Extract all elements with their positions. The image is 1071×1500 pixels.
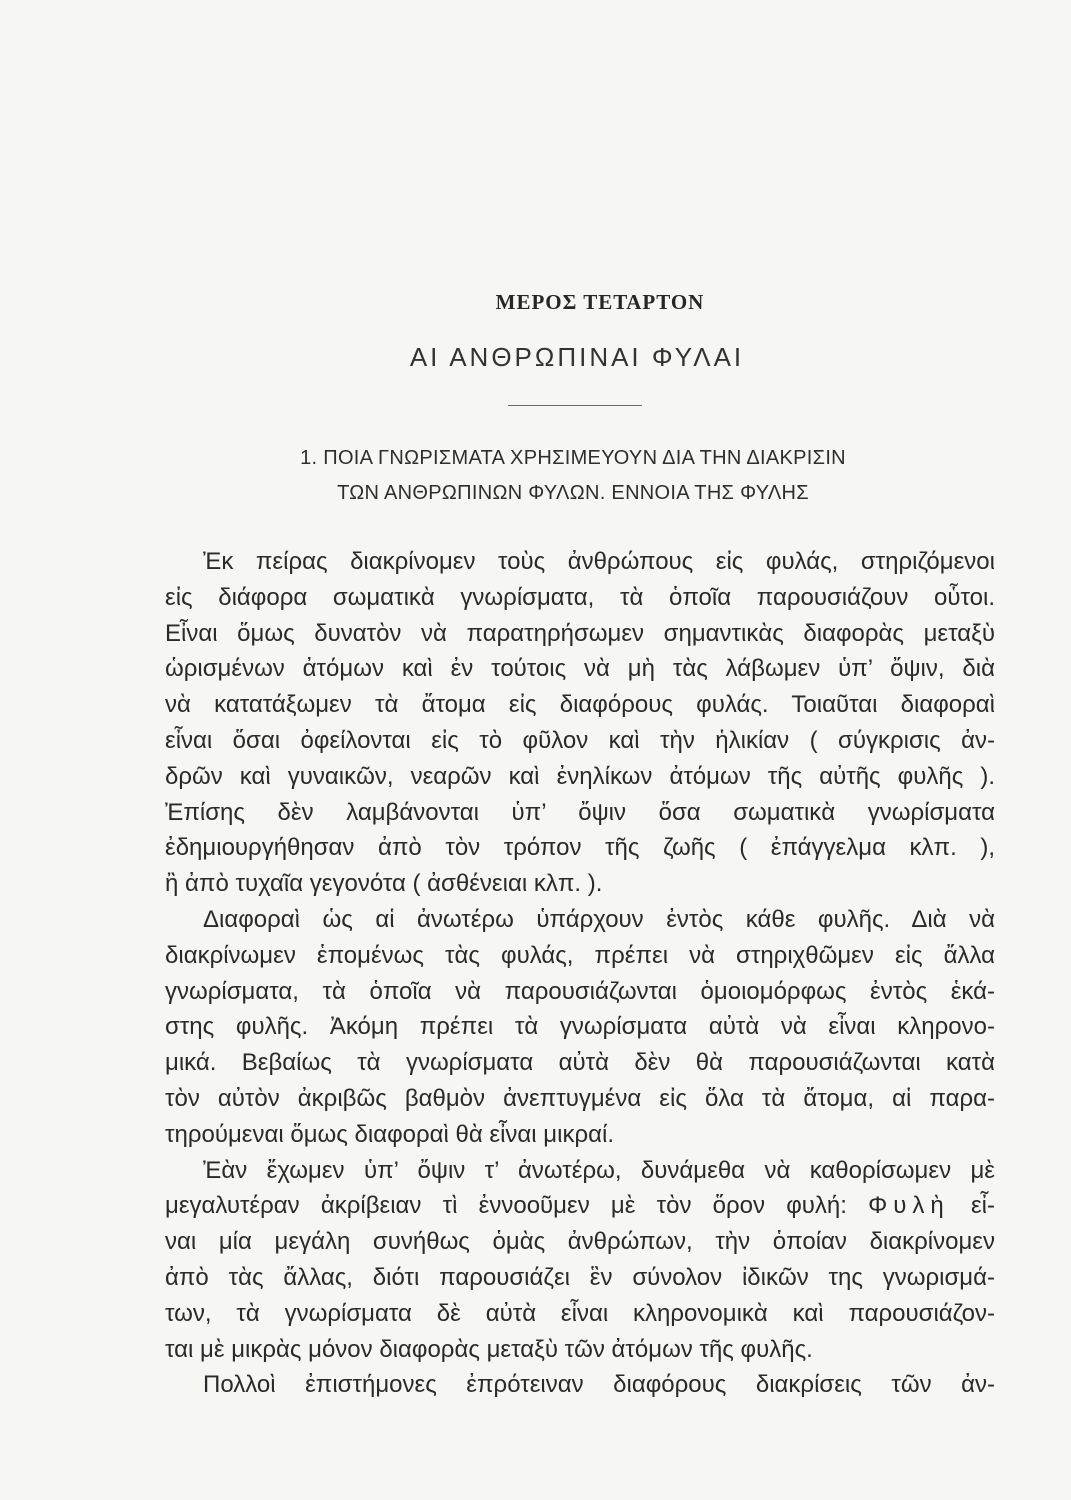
paragraph-3-line-5: των, τὰ γνωρίσματα δὲ αὐτὰ εἶναι κληρονομικὰ καὶ παρουσιάζον- (165, 1299, 995, 1327)
paragraph-3-line-3: ναι μία μεγάλη συνήθως ὁμὰς ἀνθρώπων, τὴν ὁποίαν διακρίνομεν (165, 1228, 995, 1256)
paragraph-1-line-6: εἶναι ὅσαι ὀφείλονται εἰς τὸ φῦλον καὶ τὴν ἡλικίαν ( σύγκρισις ἀν- (165, 726, 995, 754)
paragraph-1-line-5: νὰ κατατάξωμεν τὰ ἄτομα εἰς διαφόρους φυλάς. Τοιαῦται διαφοραὶ (165, 691, 995, 719)
paragraph-1-line-8: Ἐπίσης δὲν λαμβάνονται ὑπ’ ὄψιν ὅσα σωματικὰ γνωρίσματα (165, 798, 995, 826)
paragraph-3-line-1: Ἐὰν ἔχωμεν ὑπ’ ὄψιν τ’ ἀνωτέρω, δυνάμεθα νὰ καθορίσωμεν μὲ (203, 1156, 995, 1184)
paragraph-3-line-4: ἀπὸ τὰς ἄλλας, διότι παρουσιάζει ἓν σύνολον ἰδικῶν της γνωρισμά- (165, 1263, 995, 1291)
paragraph-2-line-1: Διαφοραὶ ὡς αἱ ἀνωτέρω ὑπάρχουν ἐντὸς κάθε φυλῆς. Διὰ νὰ (203, 905, 995, 933)
paragraph-1 (165, 544, 995, 902)
spaced-term-fyli: Φυλὴ (868, 1192, 950, 1220)
paragraph-1-line-9: ἐδημιουργήθησαν ἀπὸ τὸν τρόπον τῆς ζωῆς ( ἐπάγγελμα κλπ. ), (165, 834, 995, 862)
section-heading-line-1: 1. ΠΟΙΑ ΓΝΩΡΙΣΜΑΤΑ ΧΡΗΣΙΜΕΥΟΥΝ ΔΙΑ ΤΗΝ ΔΙΑΚΡΙΣΙΝ (300, 447, 846, 469)
paragraph-2 (165, 902, 995, 1153)
paragraph-1-line-10: ἢ ἀπὸ τυχαῖα γεγονότα ( ἀσθένειαι κλπ. ). (165, 870, 603, 898)
part-subtitle: ΑΙ ΑΝΘΡΩΠΙΝΑΙ ΦΥΛΑΙ (409, 342, 745, 372)
paragraph-2-line-4: στης φυλῆς. Ἀκόμη πρέπει τὰ γνωρίσματα αὐτὰ νὰ εἶναι κληρονο- (165, 1013, 995, 1041)
line-text-before-definition: μεγαλυτέραν ἀκρίβειαν τὶ ἐννοοῦμεν μὲ τὸν ὅρον φυλή: (165, 1192, 869, 1220)
paragraph-4 (165, 1367, 995, 1403)
paragraph-1-line-3: Εἶναι ὅμως δυνατὸν νὰ παρατηρήσωμεν σημαντικὰς διαφορὰς μεταξὺ (165, 619, 995, 647)
paragraph-1-line-4: ὡρισμένων ἀτόμων καὶ ἐν τούτοις νὰ μὴ τὰς λάβωμεν ὑπ’ ὄψιν, διὰ (165, 655, 995, 683)
paragraph-2-line-7: τηρούμεναι ὅμως διαφοραὶ θὰ εἶναι μικραί. (165, 1120, 614, 1148)
paragraph-2-line-5: μικά. Βεβαίως τὰ γνωρίσματα αὐτὰ δὲν θὰ παρουσιάζωνται κατὰ (165, 1049, 995, 1077)
paragraph-1-line-1: Ἐκ πείρας διακρίνομεν τοὺς ἀνθρώπους εἰς φυλάς, στηριζόμενοι (203, 548, 995, 575)
paragraph-2-line-6: τὸν αὐτὸν ἀκριβῶς βαθμὸν ἀνεπτυγμένα εἰς ὅλα τὰ ἄτομα, αἱ παρα- (165, 1084, 995, 1112)
paragraph-3-line-2 (165, 1188, 995, 1224)
paragraph-2-line-3: γνωρίσματα, τὰ ὁποῖα νὰ παρουσιάζωνται ὁμοιομόρφως ἐντὸς ἑκά- (165, 977, 995, 1005)
paragraph-1-line-2: εἰς διάφορα σωματικὰ γνωρίσματα, τὰ ὁποῖα παρουσιάζουν οὗτοι. (165, 583, 995, 611)
paragraph-2-line-2: διακρίνωμεν ἑπομένως τὰς φυλάς, πρέπει νὰ στηριχθῶμεν εἰς ἄλλα (165, 941, 995, 969)
body-text (165, 544, 995, 1403)
part-title: ΜΕΡΟΣ ΤΕΤΑΡΤΟΝ (495, 290, 705, 314)
section-heading-line-2: ΤΩΝ ΑΝΘΡΩΠΙΝΩΝ ΦΥΛΩΝ. ΕΝΝΟΙΑ ΤΗΣ ΦΥΛΗΣ (337, 482, 809, 504)
paragraph-1-line-7: δρῶν καὶ γυναικῶν, νεαρῶν καὶ ἐνηλίκων ἀτόμων τῆς αὐτῆς φυλῆς ). (165, 762, 995, 790)
paragraph-4-line-1: Πολλοὶ ἐπιστήμονες ἐπρότειναν διαφόρους διακρίσεις τῶν ἀν- (203, 1371, 995, 1399)
paragraph-3 (165, 1153, 995, 1368)
paragraph-3-line-6: ται μὲ μικρὰς μόνον διαφορὰς μεταξὺ τῶν ἀτόμων τῆς φυλῆς. (165, 1335, 813, 1363)
line-text-after-definition: εἶ- (949, 1192, 995, 1220)
title-divider (508, 405, 642, 406)
